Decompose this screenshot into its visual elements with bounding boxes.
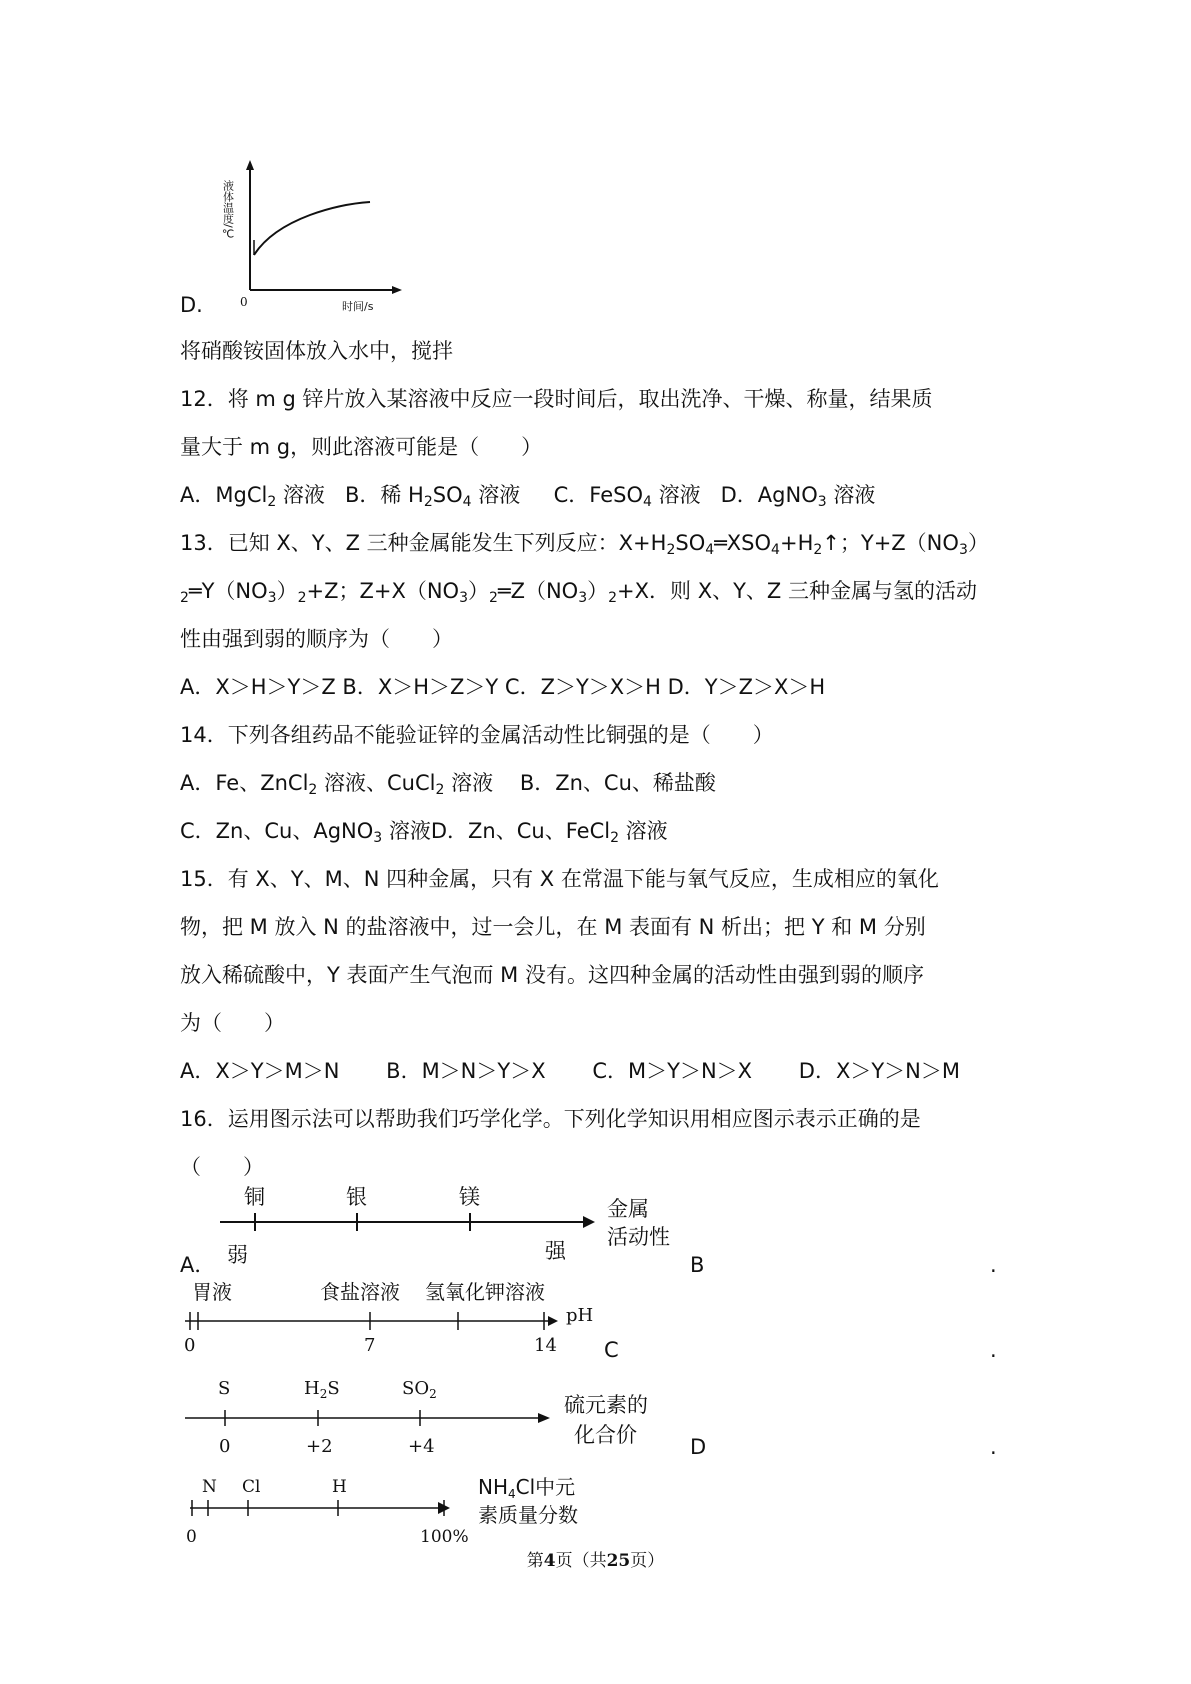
q14-line1: 14．下列各组药品不能验证锌的金属活动性比铜强的是（ ）	[180, 723, 774, 747]
item-h2s: $H_2S$	[304, 1378, 340, 1401]
q16-letter-b: B	[690, 1253, 705, 1277]
x-axis-arrow	[392, 286, 402, 294]
tick-100: 100%	[420, 1527, 469, 1547]
item-copper: 铜	[244, 1185, 265, 1209]
q16-line1: 16．运用图示法可以帮助我们巧学化学。下列化学知识用相应图示表示正确的是	[180, 1107, 921, 1131]
item-silver: 银	[346, 1185, 367, 1209]
dot-d: .	[990, 1435, 997, 1459]
item-so2: $SO_2$	[402, 1378, 437, 1401]
graph-xlabel: 时间/s	[342, 300, 374, 313]
tick-plus4: +4	[408, 1436, 435, 1457]
q15-options: A．X＞Y＞M＞N B．M＞N＞Y＞X C．M＞Y＞N＞X D．X＞Y＞N＞M	[180, 1059, 961, 1083]
item-koh: 氢氧化钾溶液	[425, 1280, 545, 1304]
q15-line4: 为（ ）	[180, 1011, 285, 1035]
label-sulfur: 硫元素的	[564, 1393, 648, 1417]
q13-line1: 13．已知 X、Y、Z 三种金属能发生下列反应：$X+H_2SO_4═XSO_4+H_2↑$；$Y+Z(NO_3)$	[180, 531, 989, 558]
tick-0: 0	[186, 1527, 197, 1547]
q16-letter-c: C	[604, 1338, 619, 1362]
tick-plus2: +2	[306, 1436, 333, 1457]
dot-c: .	[990, 1338, 997, 1362]
q13-line2: $_2═Y(NO_3)_2+Z$；$Z+X(NO_3)_2═Z(NO_3)_2+X$．则 X、Y、Z 三种金属与氢的活动	[180, 579, 977, 606]
q11-option-d-letter: D.	[180, 293, 203, 317]
q11-caption: 将硝酸铵固体放入水中，搅拌	[180, 339, 453, 363]
graph-origin: 0	[240, 295, 248, 309]
label-mass-fraction: 素质量分数	[478, 1503, 578, 1527]
item-h: H	[332, 1477, 347, 1497]
tick-14: 14	[534, 1335, 557, 1355]
item-s: S	[218, 1378, 231, 1399]
axis-arrow	[538, 1413, 550, 1423]
diagram-c-sulfur-valence	[180, 1370, 660, 1470]
item-saltwater: 食盐溶液	[320, 1280, 400, 1304]
item-gastric: 胃液	[192, 1280, 232, 1304]
label-metal: 金属	[607, 1197, 649, 1221]
q13-options: A．X＞H＞Y＞Z B．X＞H＞Z＞Y C．Z＞Y＞X＞H D．Y＞Z＞X＞H	[180, 675, 826, 699]
q14-options-ab: A．Fe、ZnCl$_2$ 溶液、CuCl$_2$ 溶液 B．Zn、Cu、稀盐酸	[180, 771, 716, 798]
temperature-curve	[254, 202, 370, 255]
label-ph: pH	[566, 1305, 594, 1326]
q15-line2: 物，把 M 放入 N 的盐溶液中，过一会儿，在 M 表面有 N 析出；把 Y 和 M 分别	[180, 915, 926, 939]
page-footer: 第4页（共25页）	[526, 1551, 665, 1571]
label-nh4cl: $NH_4Cl$中元	[478, 1475, 576, 1501]
label-valence: 化合价	[574, 1423, 637, 1447]
label-activity: 活动性	[607, 1225, 670, 1249]
q16-letter-a: A．	[180, 1253, 216, 1277]
label-weak: 弱	[227, 1243, 248, 1267]
graph-ylabel: 液体温度/℃	[221, 180, 235, 241]
q16-line2: （ ）	[180, 1155, 264, 1179]
tick-7: 7	[364, 1335, 376, 1355]
dot-b: .	[990, 1253, 997, 1277]
item-magnesium: 镁	[459, 1185, 480, 1209]
diagram-a-metal-activity	[215, 1180, 695, 1280]
item-cl: Cl	[242, 1477, 261, 1497]
q16-letter-d: D	[690, 1435, 707, 1459]
label-strong: 强	[545, 1239, 566, 1263]
q13-line3: 性由强到弱的顺序为（ ）	[180, 627, 453, 651]
q15-line1: 15．有 X、Y、M、N 四种金属，只有 X 在常温下能与氧气反应，生成相应的氧化	[180, 867, 939, 891]
q12-line2: 量大于 m g，则此溶液可能是（ ）	[180, 435, 543, 459]
item-n: N	[202, 1477, 217, 1497]
y-axis-arrow	[246, 160, 254, 170]
q15-line3: 放入稀硫酸中，Y 表面产生气泡而 M 没有。这四种金属的活动性由强到弱的顺序	[180, 963, 924, 987]
diagram-d-mass-fraction	[180, 1470, 620, 1550]
q14-options-cd: C．Zn、Cu、AgNO$_3$ 溶液D．Zn、Cu、FeCl$_2$ 溶液	[180, 819, 668, 846]
axis-arrow	[583, 1216, 595, 1228]
temperature-time-graph	[210, 160, 410, 320]
diagram-b-ph	[180, 1275, 600, 1355]
q12-options: A．MgCl$_2$ 溶液 B．稀 $H_2SO_4$ 溶液 C．FeSO$_4$ 溶液 D．AgNO$_3$ 溶液	[180, 483, 876, 510]
tick-0: 0	[184, 1335, 196, 1355]
tick-0: 0	[219, 1436, 231, 1457]
axis-arrow	[548, 1316, 558, 1326]
q12-line1: 12．将 m g 锌片放入某溶液中反应一段时间后，取出洗净、干燥、称量，结果质	[180, 387, 933, 411]
